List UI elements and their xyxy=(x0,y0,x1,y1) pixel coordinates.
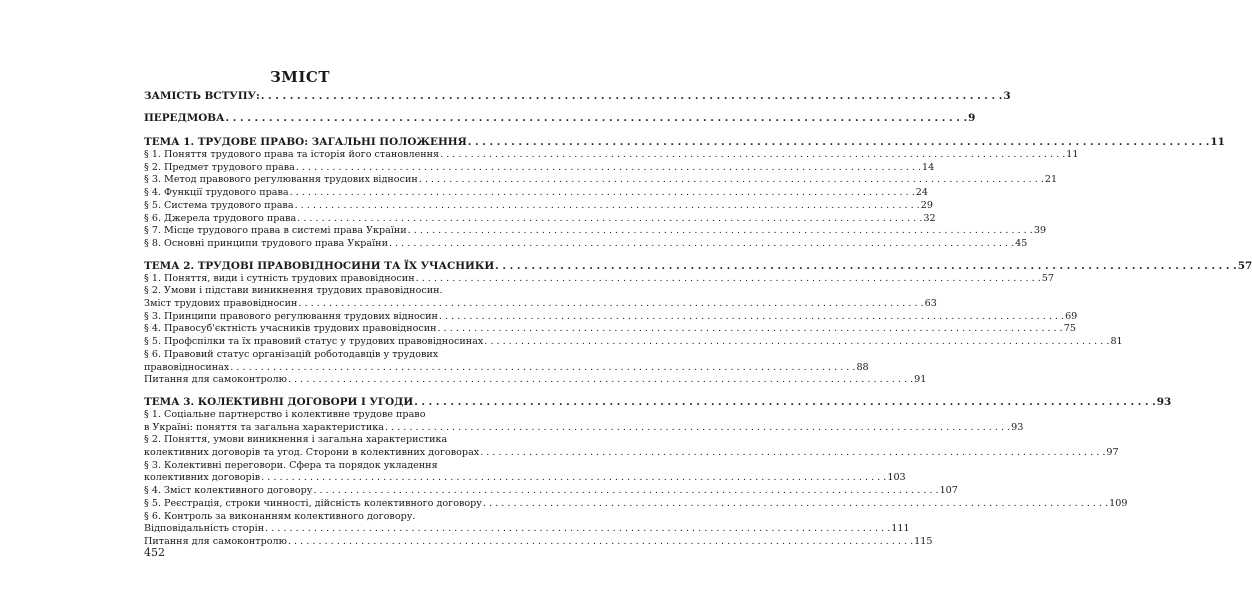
dot-leader xyxy=(440,149,1065,162)
table-of-contents xyxy=(144,90,1252,549)
dot-leader xyxy=(313,485,938,498)
toc-entry xyxy=(144,472,906,485)
entry-title: правовідносинах xyxy=(144,361,230,373)
toc-entry xyxy=(144,149,1079,162)
entry-title: в Україні: поняття та загальна характеристика xyxy=(144,421,384,433)
toc-entry xyxy=(144,298,937,311)
entry-title: § 3. Принципи правового регулювання трудових відносин xyxy=(144,310,438,322)
toc-entry xyxy=(144,374,927,387)
entry-page: 29 xyxy=(920,199,933,211)
toc-entry xyxy=(144,447,1119,460)
toc-entry xyxy=(144,225,1047,238)
entry-page: 14 xyxy=(922,161,935,173)
entry-page: 24 xyxy=(915,187,928,199)
toc-entry xyxy=(144,523,910,536)
dot-leader xyxy=(495,260,1237,273)
entry-title: колективних договорів xyxy=(144,472,261,484)
page-number: 452 xyxy=(144,546,165,559)
toc-entry xyxy=(144,161,935,175)
toc-entry xyxy=(144,310,1078,324)
entry-page: 69 xyxy=(1065,310,1078,322)
toc-entry xyxy=(144,272,1054,286)
entry-title: § 4. Функції трудового права xyxy=(144,187,289,199)
toc-entry xyxy=(144,535,933,549)
entry-title-line: § 2. Умови і підстави виникнення трудових правовідносин. xyxy=(144,285,443,297)
entry-title: § 4. Зміст колективного договору xyxy=(144,485,313,497)
dot-leader xyxy=(438,323,1063,336)
entry-page: 81 xyxy=(1110,336,1123,348)
dot-leader xyxy=(483,498,1108,511)
entry-title: § 1. Поняття, види і сутність трудових правовідносин xyxy=(144,272,415,284)
toc-entry-intro xyxy=(144,90,1011,103)
entry-page: 57 xyxy=(1237,259,1252,272)
dot-leader xyxy=(419,174,1044,187)
entry-title: § 5. Система трудового права xyxy=(144,199,294,211)
dot-leader xyxy=(439,311,1064,324)
entry-page: 11 xyxy=(1066,149,1079,160)
entry-page: 75 xyxy=(1063,323,1076,335)
entry-page: 63 xyxy=(924,298,937,310)
entry-title: § 5. Реєстрація, строки чинності, дійсність колективного договору xyxy=(144,497,482,509)
entry-page: 9 xyxy=(968,112,976,124)
dot-leader xyxy=(265,523,890,536)
toc-entry-preface xyxy=(144,112,976,125)
dot-leader xyxy=(288,374,913,387)
entry-title: колективних договорів та угод. Сторони в колективних договорах xyxy=(144,447,480,459)
entry-title: ПЕРЕДМОВА xyxy=(144,112,225,124)
toc-entry xyxy=(144,361,869,375)
dot-leader xyxy=(298,298,923,311)
toc-topic-3 xyxy=(144,395,1172,409)
entry-page: 103 xyxy=(887,472,906,484)
toc-entry xyxy=(144,237,1028,251)
dot-leader xyxy=(261,472,886,485)
entry-title: Відповідальність сторін xyxy=(144,523,265,535)
dot-leader xyxy=(261,90,1003,103)
entry-page: 97 xyxy=(1106,447,1119,459)
entry-page: 109 xyxy=(1109,497,1128,509)
toc-entry xyxy=(144,336,1123,349)
entry-title-line: § 2. Поняття, умови виникнення і загальна характеристика xyxy=(144,434,448,446)
entry-title: ТЕМА 3. КОЛЕКТИВНІ ДОГОВОРИ І УГОДИ xyxy=(144,395,414,408)
entry-title: § 4. Правосуб'єктність учасників трудових правовідносин xyxy=(144,323,437,335)
entry-page: 107 xyxy=(939,485,958,497)
entry-page: 21 xyxy=(1044,174,1058,186)
dot-leader xyxy=(389,238,1014,251)
entry-page: 115 xyxy=(914,535,933,547)
entry-title: Зміст трудових правовідносин xyxy=(144,298,298,310)
entry-title: Питання для самоконтролю xyxy=(144,535,287,547)
entry-page: 111 xyxy=(891,523,910,535)
dot-leader xyxy=(408,225,1033,238)
dot-leader xyxy=(414,396,1156,409)
entry-page: 32 xyxy=(923,212,936,224)
entry-page: 93 xyxy=(1011,421,1024,433)
dot-leader xyxy=(226,112,968,125)
entry-title: ЗАМІСТЬ ВСТУПУ: xyxy=(144,90,260,102)
toc-entry xyxy=(144,187,928,200)
entry-page: 3 xyxy=(1003,90,1011,102)
dot-leader xyxy=(296,162,921,175)
dot-leader xyxy=(295,200,920,213)
dot-leader xyxy=(468,136,1210,149)
entry-page: 11 xyxy=(1210,136,1225,148)
dot-leader xyxy=(480,447,1105,460)
dot-leader xyxy=(385,422,1010,435)
dot-leader xyxy=(288,536,913,549)
toc-entry xyxy=(144,174,1058,187)
entry-title: ТЕМА 2. ТРУДОВІ ПРАВОВІДНОСИНИ ТА ЇХ УЧАСНИКИ xyxy=(144,259,495,272)
entry-title: ТЕМА 1. ТРУДОВЕ ПРАВО: ЗАГАЛЬНІ ПОЛОЖЕННЯ xyxy=(144,136,467,148)
entry-title: § 7. Місце трудового права в системі права України xyxy=(144,225,407,237)
entry-title: § 2. Предмет трудового права xyxy=(144,161,295,173)
dot-leader xyxy=(297,213,922,226)
dot-leader xyxy=(230,362,855,375)
page-title: ЗМІСТ xyxy=(269,68,331,86)
toc-entry xyxy=(144,421,1024,435)
entry-page: 39 xyxy=(1033,225,1047,237)
toc-entry xyxy=(144,212,936,226)
entry-title: § 1. Поняття трудового права та історія його становлення xyxy=(144,149,440,160)
toc-entry xyxy=(144,497,1128,511)
entry-page: 91 xyxy=(914,374,927,386)
toc-entry xyxy=(144,485,958,498)
entry-title-line: § 1. Соціальне партнерство і колективне трудове право xyxy=(144,408,426,420)
toc-topic-1 xyxy=(144,136,1225,149)
entry-title-line: § 6. Правовий статус організацій роботодавців у трудових xyxy=(144,348,439,360)
dot-leader xyxy=(484,336,1109,349)
toc-entry xyxy=(144,199,933,213)
entry-title-line: § 3. Колективні переговори. Сфера та порядок укладення xyxy=(144,459,438,471)
entry-title: § 6. Джерела трудового права xyxy=(144,212,297,224)
entry-page: 88 xyxy=(856,361,869,373)
entry-title-line: § 6. Контроль за виконанням колективного договору. xyxy=(144,510,416,522)
dot-leader xyxy=(290,187,915,200)
entry-title: § 8. Основні принципи трудового права України xyxy=(144,237,388,249)
entry-page: 57 xyxy=(1041,272,1054,284)
entry-title: § 5. Профспілки та їх правовий статус у трудових правовідносинах xyxy=(144,336,484,348)
toc-entry xyxy=(144,323,1076,336)
entry-title: Питання для самоконтролю xyxy=(144,374,287,386)
dot-leader xyxy=(416,273,1041,286)
entry-page: 45 xyxy=(1015,237,1028,249)
toc-topic-2 xyxy=(144,259,1252,273)
entry-page: 93 xyxy=(1156,395,1172,408)
entry-title: § 3. Метод правового регулювання трудових відносин xyxy=(144,174,418,186)
